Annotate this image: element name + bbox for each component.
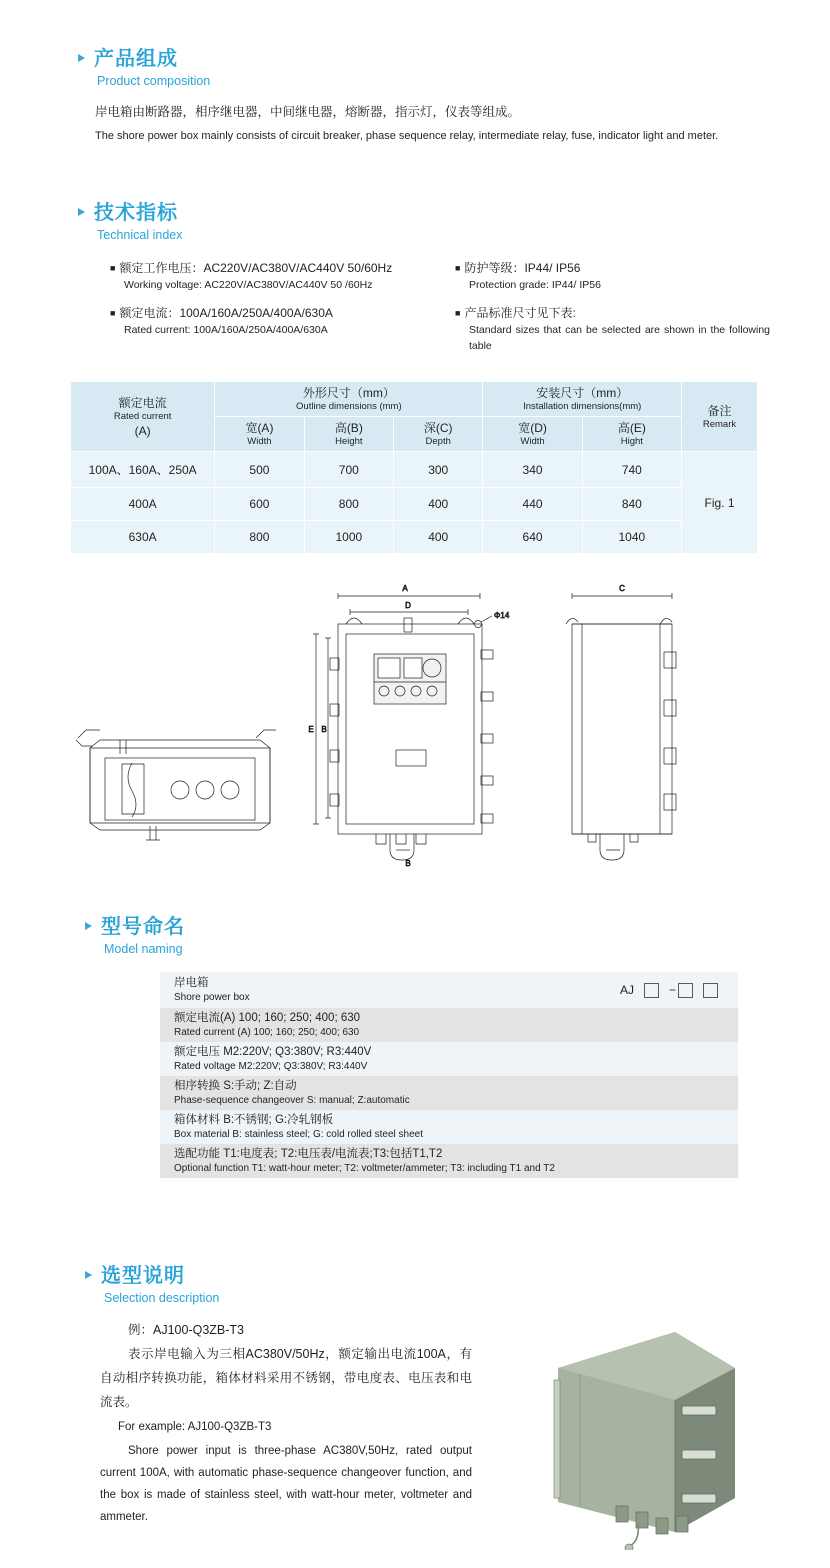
technical-drawing-group xyxy=(60,578,760,868)
model-row-cn: 额定电压 M2:220V; Q3:380V; R3:440V xyxy=(174,1045,372,1058)
spec-table-head xyxy=(71,382,758,452)
selection-example-en: For example: AJ100-Q3ZB-T3 xyxy=(118,1421,272,1433)
model-row-text xyxy=(160,1113,423,1142)
section-title-en: Product composition xyxy=(97,74,211,88)
subheader-depth-c xyxy=(394,417,483,452)
header-rated-current xyxy=(71,382,215,452)
tech-item-sizes xyxy=(455,305,770,354)
svg-text:E: E xyxy=(308,725,314,734)
model-row-shore-power-box xyxy=(160,972,738,1008)
model-row-cn: 箱体材料 B:不锈钢; G:冷轧钢板 xyxy=(174,1113,334,1126)
svg-text:C: C xyxy=(619,584,625,593)
model-row-cn: 岸电箱 xyxy=(174,976,209,989)
header-rated-current-cn: 额定电流 xyxy=(118,395,167,410)
table-row xyxy=(71,521,758,554)
header-rated-current-unit: (A) xyxy=(134,423,151,438)
triangle-bullet-icon xyxy=(85,922,92,930)
section-title-en: Selection description xyxy=(104,1291,220,1305)
svg-text:B: B xyxy=(405,859,411,868)
triangle-bullet-icon xyxy=(78,54,85,62)
cell-e: 840 xyxy=(582,488,681,521)
model-row-text xyxy=(160,976,250,1005)
model-row-box-material xyxy=(160,1110,738,1144)
model-code-box-1 xyxy=(644,983,659,998)
model-naming-block xyxy=(160,972,738,1178)
subheader-width-d-cn: 宽(D) xyxy=(518,421,547,435)
header-rated-current-en: Rated current xyxy=(113,410,172,422)
section-title-en: Model naming xyxy=(104,942,183,956)
subheader-height-e xyxy=(582,417,681,452)
section-title-cn: 技术指标 xyxy=(94,202,178,224)
subheader-height-b-cn: 高(B) xyxy=(334,421,363,435)
triangle-bullet-icon xyxy=(85,1271,92,1279)
subheader-width-d-en: Width xyxy=(520,436,545,447)
drawing-side-view xyxy=(566,584,676,860)
table-row xyxy=(71,452,758,488)
model-row-optional-function xyxy=(160,1144,738,1178)
selection-description-en: Shore power input is three-phase AC380V,50Hz, rated output current 100A, with automatic phase-sequence changeover function, and the box is made of stainless steel, with watt-hour meter, voltmeter and ammeter. xyxy=(100,1445,472,1523)
section-heading-selection xyxy=(85,1265,219,1306)
model-code-dash: − xyxy=(668,983,676,997)
square-bullet-icon: ■ xyxy=(455,263,461,273)
model-row-text xyxy=(160,1045,371,1074)
product-composition-text-cn: 岸电箱由断路器，相序继电器，中间继电器，熔断器，指示灯，仪表等组成。 xyxy=(95,105,521,119)
cell-e: 1040 xyxy=(582,521,681,554)
subheader-depth-c-en: Depth xyxy=(425,436,451,447)
section-title-en: Technical index xyxy=(97,228,183,242)
svg-text:A: A xyxy=(402,584,408,593)
tech-item-protection xyxy=(455,260,765,293)
section-heading-model-naming xyxy=(85,916,185,957)
model-row-cn: 相序转换 S:手动; Z:自动 xyxy=(174,1079,297,1092)
section-title-cn: 产品组成 xyxy=(94,48,178,70)
subheader-height-e-cn: 高(E) xyxy=(617,421,646,435)
subheader-height-b xyxy=(304,417,393,452)
section-heading-product-composition xyxy=(78,48,210,89)
model-row-en: Rated current (A) 100; 160; 250; 400; 630 xyxy=(174,1026,360,1038)
section-title-cn: 选型说明 xyxy=(101,1265,185,1287)
subheader-width-a-en: Width xyxy=(247,436,272,447)
header-remark-en: Remark xyxy=(702,418,737,430)
cell-c: 400 xyxy=(394,488,483,521)
cell-a: 800 xyxy=(215,521,304,554)
model-row-text xyxy=(160,1079,410,1108)
cell-a: 600 xyxy=(215,488,304,521)
svg-text:D: D xyxy=(405,601,411,610)
model-row-en: Optional function T1: watt-hour meter; T2: voltmeter/ammeter; T3: including T1 and T2 xyxy=(174,1162,555,1174)
tech-item-voltage-en: Working voltage: AC220V/AC380V/AC440V 50 /60Hz xyxy=(124,279,373,291)
spec-table-body xyxy=(71,452,758,554)
model-row-text xyxy=(160,1147,555,1176)
square-bullet-icon: ■ xyxy=(455,308,461,318)
tech-item-voltage-cn: 额定工作电压：AC220V/AC380V/AC440V 50/60Hz xyxy=(119,261,393,275)
table-header-row xyxy=(71,382,758,417)
model-row-phase-changeover xyxy=(160,1076,738,1110)
header-installation-en: Installation dimensions(mm) xyxy=(523,401,642,412)
subheader-height-b-en: Height xyxy=(335,436,363,447)
header-remark-cn: 备注 xyxy=(707,403,732,418)
cell-d: 440 xyxy=(483,488,582,521)
model-code-group xyxy=(620,983,738,998)
model-code-box-2 xyxy=(678,983,693,998)
subheader-width-d xyxy=(483,417,582,452)
model-row-rated-current xyxy=(160,1008,738,1042)
square-bullet-icon: ■ xyxy=(110,308,116,318)
header-outline-cn: 外形尺寸（mm） xyxy=(302,386,395,400)
model-code-prefix: AJ xyxy=(619,983,634,997)
table-row xyxy=(71,488,758,521)
tech-item-voltage xyxy=(110,260,440,293)
tech-item-sizes-cn: 产品标准尺寸见下表: xyxy=(464,306,576,320)
selection-example-cn: 例：AJ100-Q3ZB-T3 xyxy=(128,1323,245,1337)
tech-item-current-cn: 额定电流：100A/160A/250A/400A/630A xyxy=(119,306,333,320)
cell-b: 800 xyxy=(304,488,393,521)
model-row-en: Phase-sequence changeover S: manual; Z:automatic xyxy=(174,1094,410,1106)
cell-a: 500 xyxy=(215,452,304,488)
tech-item-current-en: Rated current: 100A/160A/250A/400A/630A xyxy=(124,324,328,336)
svg-text:B: B xyxy=(321,725,327,734)
subheader-depth-c-cn: 深(C) xyxy=(423,421,453,435)
section-title-cn: 型号命名 xyxy=(101,916,185,938)
subheader-width-a-cn: 宽(A) xyxy=(245,421,274,435)
cell-c: 300 xyxy=(394,452,483,488)
cell-d: 640 xyxy=(483,521,582,554)
cell-e: 740 xyxy=(582,452,681,488)
subheader-height-e-en: Hight xyxy=(620,436,643,447)
square-bullet-icon: ■ xyxy=(110,263,116,273)
model-row-cn: 额定电流(A) 100; 160; 250; 400; 630 xyxy=(174,1011,361,1024)
tech-item-protection-cn: 防护等级：IP44/ IP56 xyxy=(464,261,581,275)
header-installation-cn: 安装尺寸（mm） xyxy=(536,386,629,400)
section-heading-technical-index xyxy=(78,202,182,243)
tech-item-current xyxy=(110,305,440,338)
cell-b: 1000 xyxy=(304,521,393,554)
header-outline xyxy=(215,382,483,417)
svg-text:Φ14: Φ14 xyxy=(494,611,510,620)
model-row-en: Rated voltage M2:220V; Q3:380V; R3:440V xyxy=(174,1060,368,1072)
header-remark xyxy=(682,382,758,452)
product-photo xyxy=(520,1310,770,1550)
drawing-front-view xyxy=(308,584,510,868)
model-row-text xyxy=(160,1011,360,1040)
cell-current: 630A xyxy=(71,521,215,554)
product-composition-text-en: The shore power box mainly consists of circuit breaker, phase sequence relay, intermediate relay, fuse, indicator light and meter. xyxy=(95,130,719,142)
cell-b: 700 xyxy=(304,452,393,488)
cell-remark: Fig. 1 xyxy=(682,452,758,554)
model-code-box-3 xyxy=(703,983,718,998)
cell-current: 100A、160A、250A xyxy=(71,452,215,488)
drawing-top-view xyxy=(76,730,276,840)
triangle-bullet-icon xyxy=(78,208,85,216)
header-installation xyxy=(483,382,682,417)
tech-item-protection-en: Protection grade: IP44/ IP56 xyxy=(469,279,601,291)
cell-current: 400A xyxy=(71,488,215,521)
model-row-en: Shore power box xyxy=(174,991,250,1003)
tech-item-sizes-en: Standard sizes that can be selected are shown in the following table xyxy=(469,324,770,352)
selection-description-cn: 表示岸电输入为三相AC380V/50Hz，额定输出电流100A，有自动相序转换功能，箱体材料采用不锈钢，带电度表、电压表和电流表。 xyxy=(100,1347,472,1409)
model-row-rated-voltage xyxy=(160,1042,738,1076)
model-row-en: Box material B: stainless steel; G: cold rolled steel sheet xyxy=(174,1128,424,1140)
cell-d: 340 xyxy=(483,452,582,488)
cell-c: 400 xyxy=(394,521,483,554)
spec-table xyxy=(70,381,758,554)
subheader-width-a xyxy=(215,417,304,452)
header-outline-en: Outline dimensions (mm) xyxy=(296,401,402,412)
model-row-cn: 选配功能 T1:电度表; T2:电压表/电流表;T3:包括T1,T2 xyxy=(174,1147,443,1160)
